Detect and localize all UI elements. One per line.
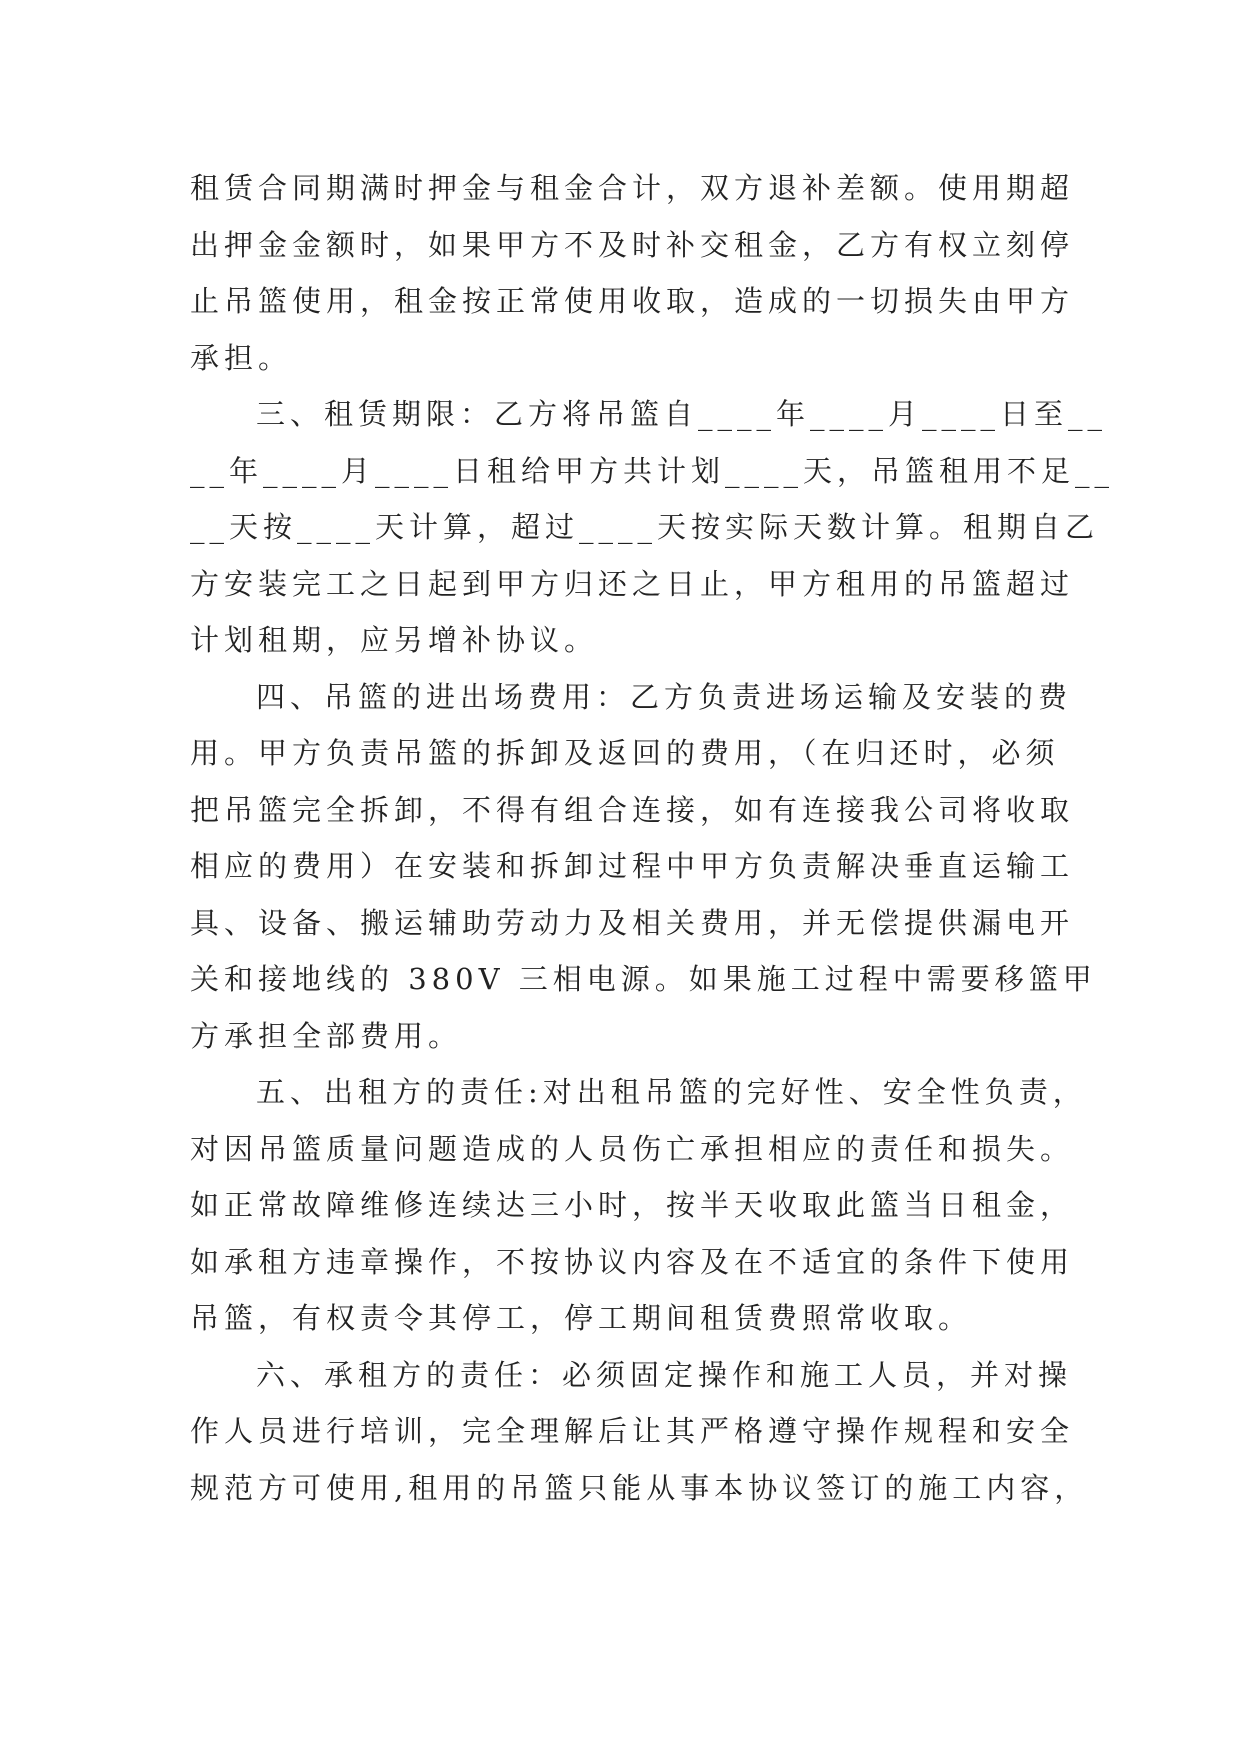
text-line: 如承租方违章操作，不按协议内容及在不适宜的条件下使用 — [190, 1244, 1075, 1279]
text-line: 出押金金额时，如果甲方不及时补交租金，乙方有权立刻停 — [190, 227, 1075, 262]
text-line: 计划租期，应另增补协议。 — [190, 623, 599, 657]
text-line: 三、租赁期限：乙方将吊篮自____年____月____日至__ — [256, 397, 1108, 431]
text-line: 对因吊篮质量问题造成的人员伤亡承担相应的责任和损失。 — [190, 1131, 1075, 1166]
text-line: __年____月____日租给甲方共计划____天，吊篮租用不足__ — [190, 453, 1115, 488]
text-line: 租赁合同期满时押金与租金合计，双方退补差额。使用期超 — [190, 171, 1075, 205]
document-body — [190, 160, 1115, 1516]
text-line: 止吊篮使用，租金按正常使用收取，造成的一切损失由甲方 — [190, 284, 1075, 318]
text-line: 用。甲方负责吊篮的拆卸及返回的费用，（在归还时，必须 — [190, 736, 1060, 770]
text-line: 规范方可使用,租用的吊篮只能从事本协议签订的施工内容， — [190, 1470, 1089, 1505]
text-line: 具、设备、搬运辅助劳动力及相关费用，并无偿提供漏电开 — [190, 905, 1075, 940]
text-line: 五、出租方的责任:对出租吊篮的完好性、安全性负责， — [256, 1075, 1087, 1109]
text-line: 方承担全部费用。 — [190, 1018, 463, 1053]
text-line: __天按____天计算，超过____天按实际天数计算。租期自乙 — [190, 510, 1100, 544]
text-line: 作人员进行培训，完全理解后让其严格遵守操作规程和安全 — [190, 1414, 1075, 1448]
text-line: 相应的费用）在安装和拆卸过程中甲方负责解决垂直运输工 — [190, 849, 1075, 883]
text-line: 六、承租方的责任：必须固定操作和施工人员，并对操 — [256, 1357, 1073, 1392]
text-line: 如正常故障维修连续达三小时，按半天收取此篮当日租金， — [190, 1188, 1075, 1222]
text-line: 吊篮，有权责令其停工，停工期间租赁费照常收取。 — [190, 1301, 973, 1335]
text-line: 四、吊篮的进出场费用：乙方负责进场运输及安装的费 — [256, 679, 1073, 714]
text-line: 关和接地线的 380V 三相电源。如果施工过程中需要移篮甲 — [190, 962, 1097, 996]
text-line: 承担。 — [190, 340, 293, 375]
text-line: 把吊篮完全拆卸，不得有组合连接，如有连接我公司将收取 — [190, 792, 1075, 827]
text-line: 方安装完工之日起到甲方归还之日止，甲方租用的吊篮超过 — [190, 566, 1075, 601]
